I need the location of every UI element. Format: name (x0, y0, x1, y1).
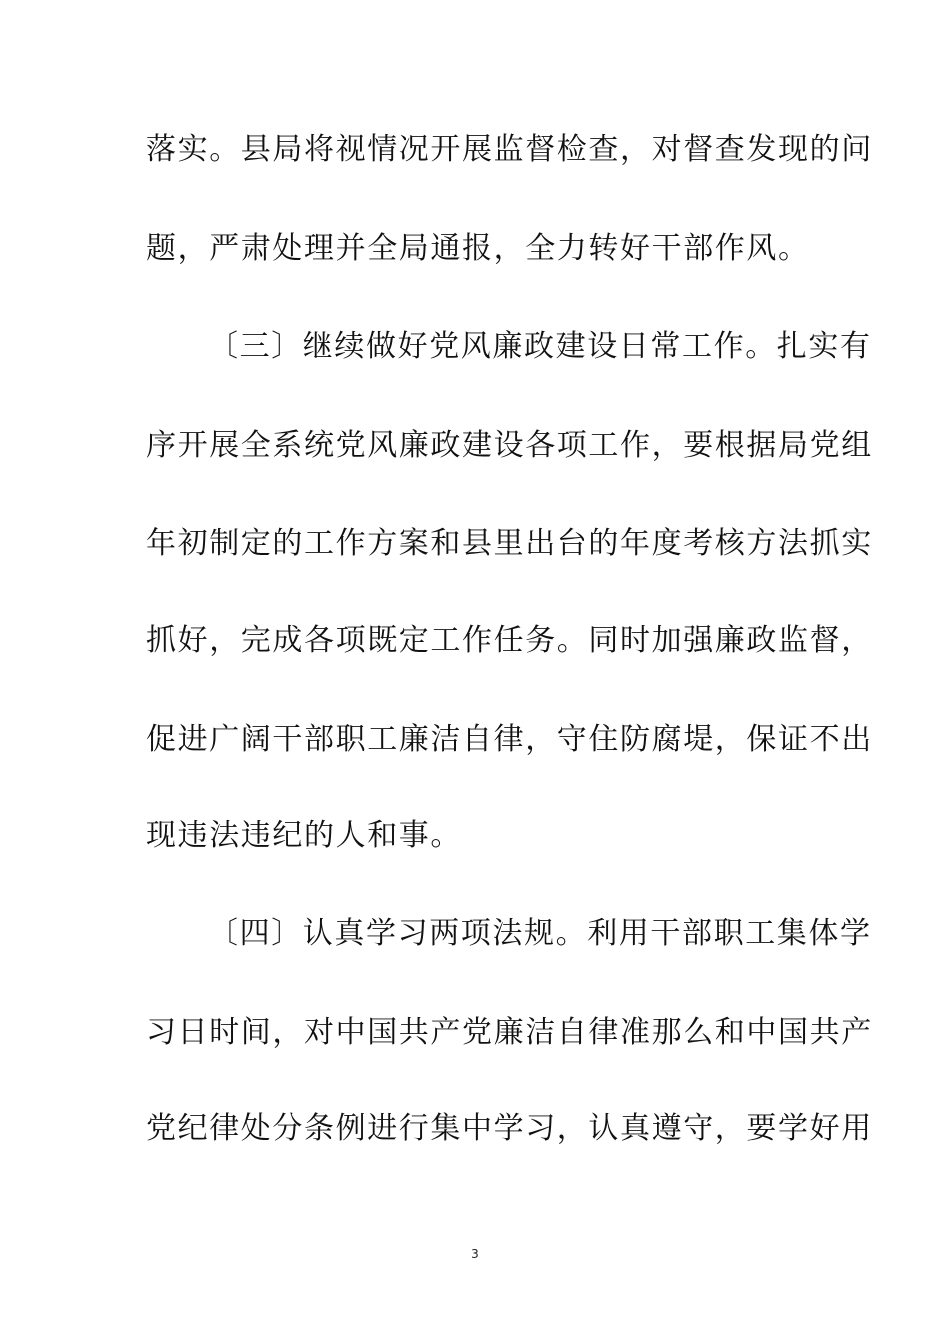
section-heading-line: 〔四〕认真学习两项法规。利用干部职工集体学 (208, 916, 872, 951)
paragraph-line: 题，严肃处理并全局通报，全力转好干部作风。 (146, 231, 810, 266)
paragraph-line: 促进广阔干部职工廉洁自律，守住防腐堤，保证不出 (146, 722, 873, 757)
paragraph-line: 年初制定的工作方案和县里出台的年度考核方法抓实 (146, 526, 873, 561)
paragraph-line: 序开展全系统党风廉政建设各项工作，要根据局党组 (146, 428, 873, 463)
paragraph-line: 习日时间，对中国共产党廉洁自律准那么和中国共产 (146, 1015, 873, 1050)
paragraph-line: 落实。县局将视情况开展监督检查，对督查发现的问 (146, 132, 873, 167)
section-heading-line: 〔三〕继续做好党风廉政建设日常工作。扎实有 (208, 329, 872, 364)
page-number: 3 (471, 1247, 479, 1261)
paragraph-line: 抓好，完成各项既定工作任务。同时加强廉政监督， (146, 623, 873, 658)
paragraph-line: 党纪律处分条例进行集中学习，认真遵守，要学好用 (146, 1111, 873, 1146)
paragraph-line: 现违法违纪的人和事。 (146, 818, 462, 853)
